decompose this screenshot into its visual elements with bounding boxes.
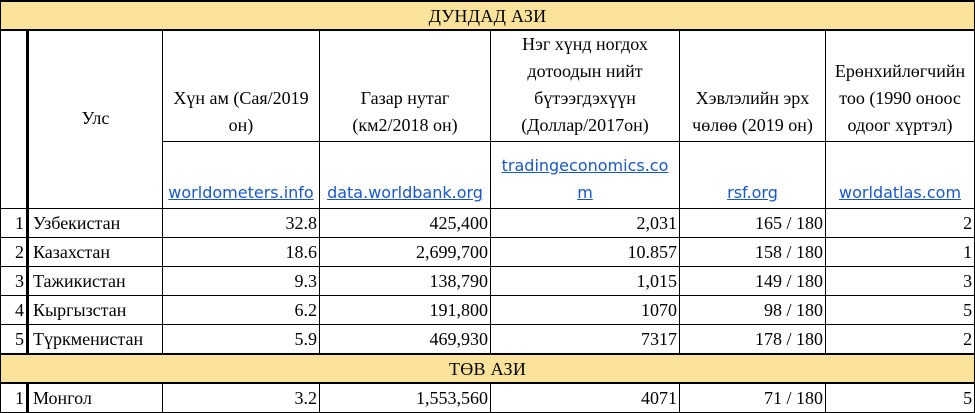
press-value: 98 / 180 [680,296,826,325]
area-value: 138,790 [320,267,491,296]
index-header-cell [1,30,28,209]
row-index: 4 [1,296,28,325]
table-row [1,296,975,325]
gdp-value: 2,031 [491,209,680,238]
press-value: 178 / 180 [680,325,826,355]
table-row [1,209,975,238]
section-row-east-asia [1,354,975,383]
area-value: 469,930 [320,325,491,355]
presidents-value: 5 [826,383,975,413]
area-value: 2,699,700 [320,238,491,267]
population-value: 18.6 [163,238,320,267]
presidents-header: Ерөнхийлөгчийн тоо (1990 оноос одоог хүртэл) [826,30,975,142]
country-name: Түркменистан [28,325,163,355]
country-name: Кыргызстан [28,296,163,325]
area-source-cell [320,142,491,209]
row-index: 5 [1,325,28,355]
area-source-link[interactable]: data.worldbank.org [327,183,483,202]
gdp-source-cell [491,142,680,209]
gdp-value: 1,015 [491,267,680,296]
table-row [1,267,975,296]
population-value: 3.2 [163,383,320,413]
area-value: 1,553,560 [320,383,491,413]
presidents-source-cell [826,142,975,209]
press-value: 149 / 180 [680,267,826,296]
population-value: 32.8 [163,209,320,238]
population-value: 5.9 [163,325,320,355]
gdp-header: Нэг хүнд ногдох дотоодын нийт бүтээгдэхүүн (Доллар/2017он) [491,30,680,142]
row-index: 1 [1,209,28,238]
gdp-value: 1070 [491,296,680,325]
press-freedom-header: Хэвлэлийн эрх чөлөө (2019 он) [680,30,826,142]
country-name: Тажикистан [28,267,163,296]
presidents-value: 5 [826,296,975,325]
gdp-value: 7317 [491,325,680,355]
country-header: Улс [28,30,163,209]
population-source-cell [163,142,320,209]
press-value: 158 / 180 [680,238,826,267]
section-row-central-asia [1,1,975,30]
table-row [1,325,975,355]
area-value: 191,800 [320,296,491,325]
presidents-value: 1 [826,238,975,267]
gdp-value: 4071 [491,383,680,413]
press-value: 71 / 180 [680,383,826,413]
country-name: Монгол [28,383,163,413]
row-index: 3 [1,267,28,296]
press-value: 165 / 180 [680,209,826,238]
presidents-source-link[interactable]: worldatlas.com [839,183,962,202]
population-header: Хүн ам (Сая/2019 он) [163,30,320,142]
country-name: Узбекистан [28,209,163,238]
presidents-value: 2 [826,209,975,238]
presidents-value: 3 [826,267,975,296]
row-index: 2 [1,238,28,267]
section-title-east-asia: ТӨВ АЗИ [1,354,975,383]
press-source-link[interactable]: rsf.org [727,183,778,202]
population-value: 9.3 [163,267,320,296]
gdp-source-link[interactable]: tradingeconomics.com [501,156,669,202]
table-row [1,383,975,413]
table-row [1,238,975,267]
row-index: 1 [1,383,28,413]
header-row [1,30,975,142]
area-header: Газар нутаг (км2/2018 он) [320,30,491,142]
gdp-value: 10.857 [491,238,680,267]
presidents-value: 2 [826,325,975,355]
press-source-cell [680,142,826,209]
country-name: Казахстан [28,238,163,267]
population-value: 6.2 [163,296,320,325]
area-value: 425,400 [320,209,491,238]
population-source-link[interactable]: worldometers.info [168,183,314,202]
section-title-central-asia: ДУНДАД АЗИ [1,1,975,30]
